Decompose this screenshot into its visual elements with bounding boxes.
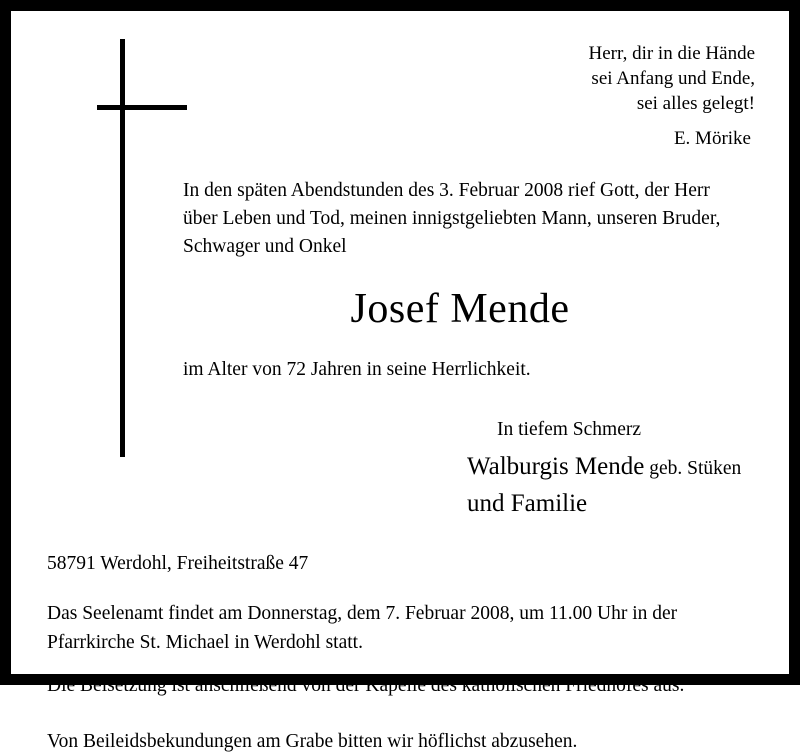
- address-line: 58791 Werdohl, Freiheitstraße 47: [47, 552, 309, 574]
- funeral-service-info: [47, 599, 763, 658]
- verse-line-2: sei Anfang und Ende,: [591, 68, 755, 90]
- family-line: und Familie: [467, 490, 588, 518]
- christian-cross-icon: [97, 39, 187, 457]
- grief-line: In tiefem Schmerz: [497, 418, 642, 440]
- service-line-1: Das Seelenamt findet am Donnerstag, dem 7. Februar 2008, um 11.00 Uhr in der: [47, 602, 678, 624]
- announcement-line-3: Schwager und Onkel: [183, 235, 347, 257]
- announcement-line-1: In den späten Abendstunden des 3. Februar 2008 rief Gott, der Herr: [183, 180, 710, 202]
- widow-name: Walburgis Mende: [467, 452, 645, 480]
- widow-name-line: [467, 448, 763, 486]
- verse-author: E. Mörike: [673, 128, 751, 150]
- cross-horizontal-bar: [97, 105, 187, 110]
- cross-vertical-bar: [120, 39, 125, 457]
- condolence-note: Von Beileidsbekundungen am Grabe bitten wir höflichst abzusehen.: [47, 730, 578, 752]
- deceased-age-line: im Alter von 72 Jahren in seine Herrlichkeit.: [183, 358, 531, 380]
- mourners-block: [467, 415, 763, 523]
- obituary-inner: [11, 11, 789, 752]
- service-line-2: Pfarrkirche St. Michael in Werdohl statt.: [47, 632, 363, 654]
- announcement-line-2: über Leben und Tod, meinen innigstgeliebten Mann, unseren Bruder,: [183, 208, 721, 229]
- verse-line-1: Herr, dir in die Hände: [588, 43, 755, 64]
- widow-maiden-name: geb. Stüken: [644, 457, 742, 479]
- verse-line-3: sei alles gelegt!: [636, 93, 755, 115]
- burial-info: Die Beisetzung ist anschließend von der Kapelle des katholischen Friedhofes aus.: [47, 675, 685, 697]
- announcement-text: [183, 177, 763, 260]
- deceased-name: Josef Mende: [350, 286, 570, 333]
